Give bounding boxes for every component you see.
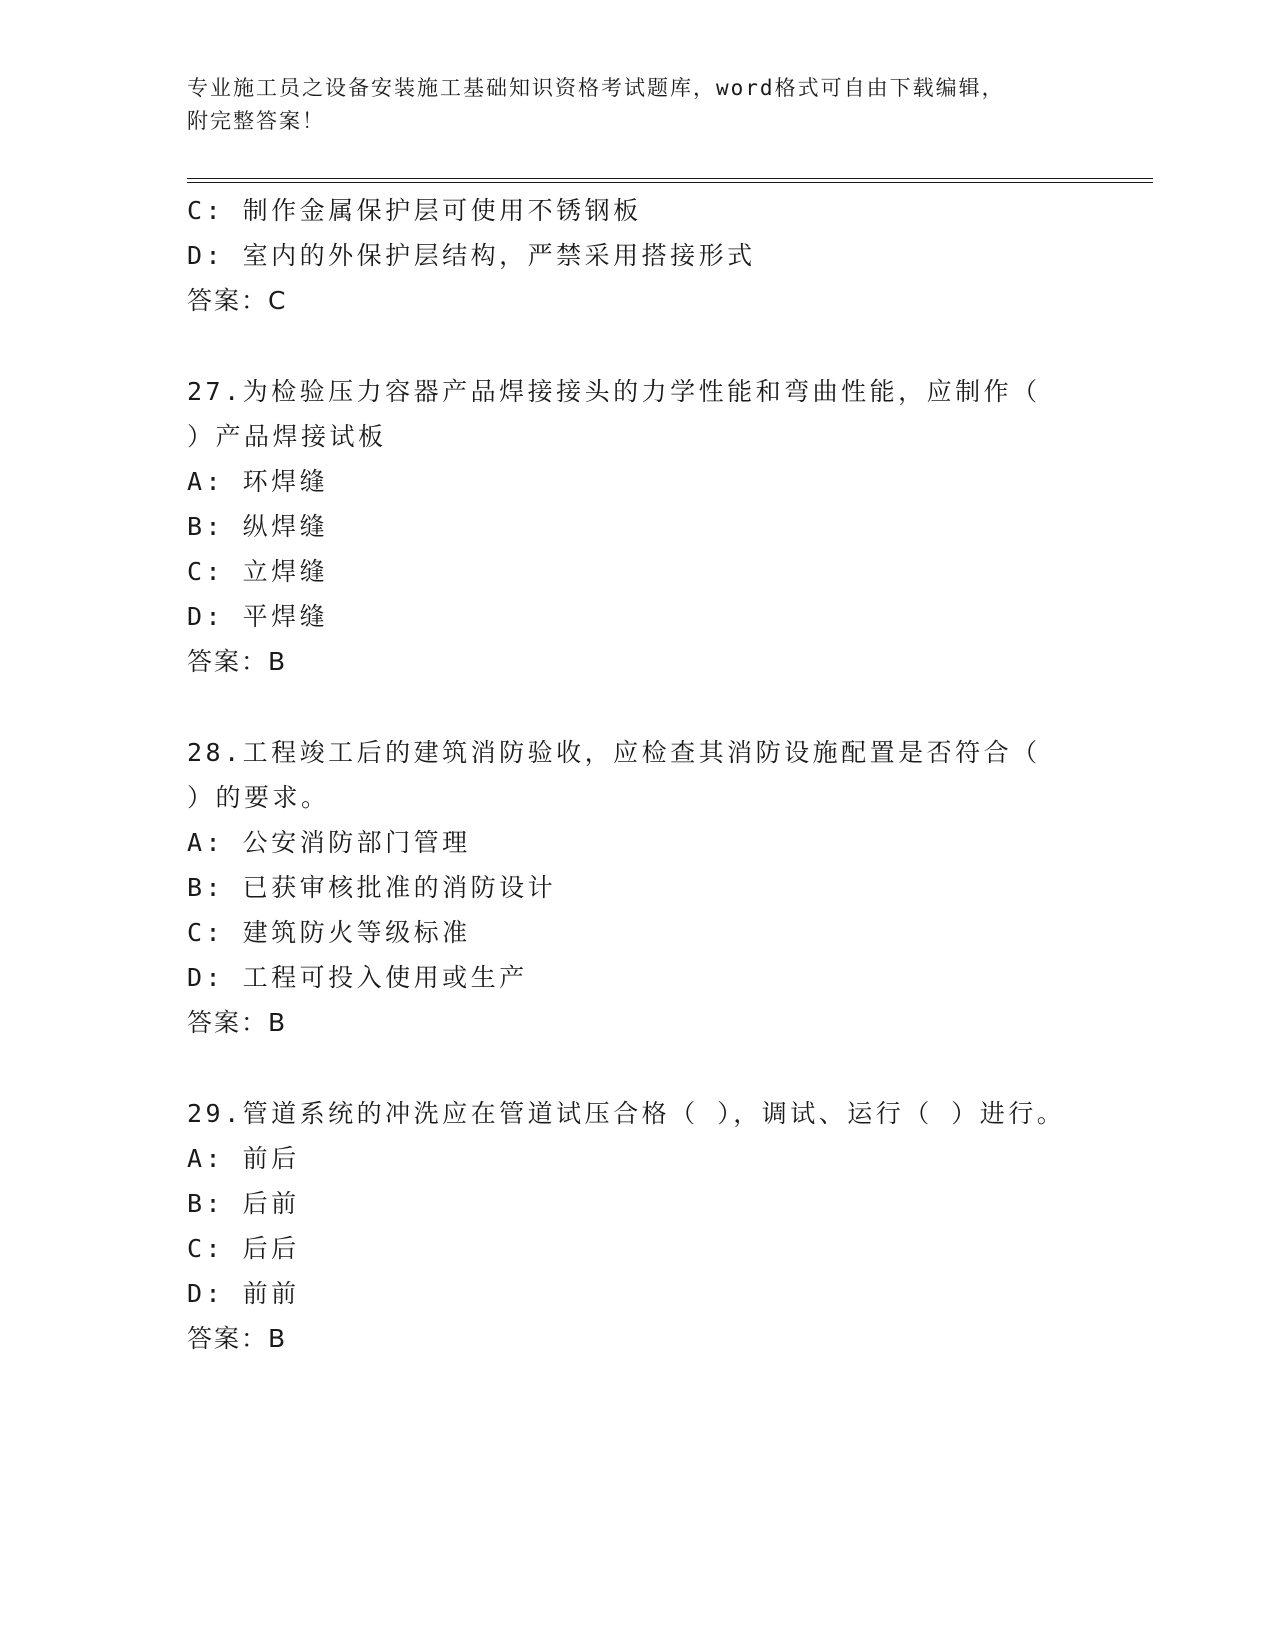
option-d: D: 平焊缝 — [187, 602, 329, 631]
option-c: C: 制作金属保护层可使用不锈钢板 — [187, 196, 642, 225]
question-text-line-2: ）的要求。 — [187, 783, 330, 812]
option-b: B: 纵焊缝 — [187, 512, 329, 541]
document-header — [187, 72, 1087, 138]
question-text-line-1: 29.管道系统的冲洗应在管道试压合格（ ），调试、运行（ ）进行。 — [187, 1099, 1066, 1128]
header-divider-bottom — [187, 182, 1153, 183]
answer: 答案：B — [187, 1008, 288, 1037]
option-a: A: 公安消防部门管理 — [187, 828, 471, 857]
header-divider-top — [187, 178, 1153, 179]
option-a: A: 环焊缝 — [187, 467, 329, 496]
spacer — [187, 684, 1087, 730]
header-title-line-2: 附完整答案！ — [187, 109, 325, 133]
option-c: C: 建筑防火等级标准 — [187, 918, 471, 947]
question-29 — [187, 1091, 1087, 1361]
answer: 答案：B — [187, 1324, 288, 1353]
spacer — [187, 323, 1087, 369]
question-27 — [187, 369, 1087, 684]
question-list — [187, 188, 1087, 1361]
option-b: B: 后前 — [187, 1189, 300, 1218]
option-a: A: 前后 — [187, 1144, 300, 1173]
question-26-continuation — [187, 188, 1087, 323]
question-text-line-1: 28.工程竣工后的建筑消防验收，应检查其消防设施配置是否符合（ — [187, 738, 1041, 767]
header-title-line-1: 专业施工员之设备安装施工基础知识资格考试题库，word格式可自由下载编辑， — [187, 76, 1005, 100]
answer: 答案：C — [187, 286, 288, 315]
answer: 答案：B — [187, 647, 288, 676]
question-text-line-1: 27.为检验压力容器产品焊接接头的力学性能和弯曲性能，应制作（ — [187, 377, 1041, 406]
option-b: B: 已获审核批准的消防设计 — [187, 873, 557, 902]
option-c: C: 立焊缝 — [187, 557, 329, 586]
option-d: D: 前前 — [187, 1279, 300, 1308]
option-c: C: 后后 — [187, 1234, 300, 1263]
question-28 — [187, 730, 1087, 1045]
question-text-line-2: ）产品焊接试板 — [187, 422, 387, 451]
option-d: D: 工程可投入使用或生产 — [187, 963, 528, 992]
spacer — [187, 1045, 1087, 1091]
option-d: D: 室内的外保护层结构，严禁采用搭接形式 — [187, 241, 756, 270]
